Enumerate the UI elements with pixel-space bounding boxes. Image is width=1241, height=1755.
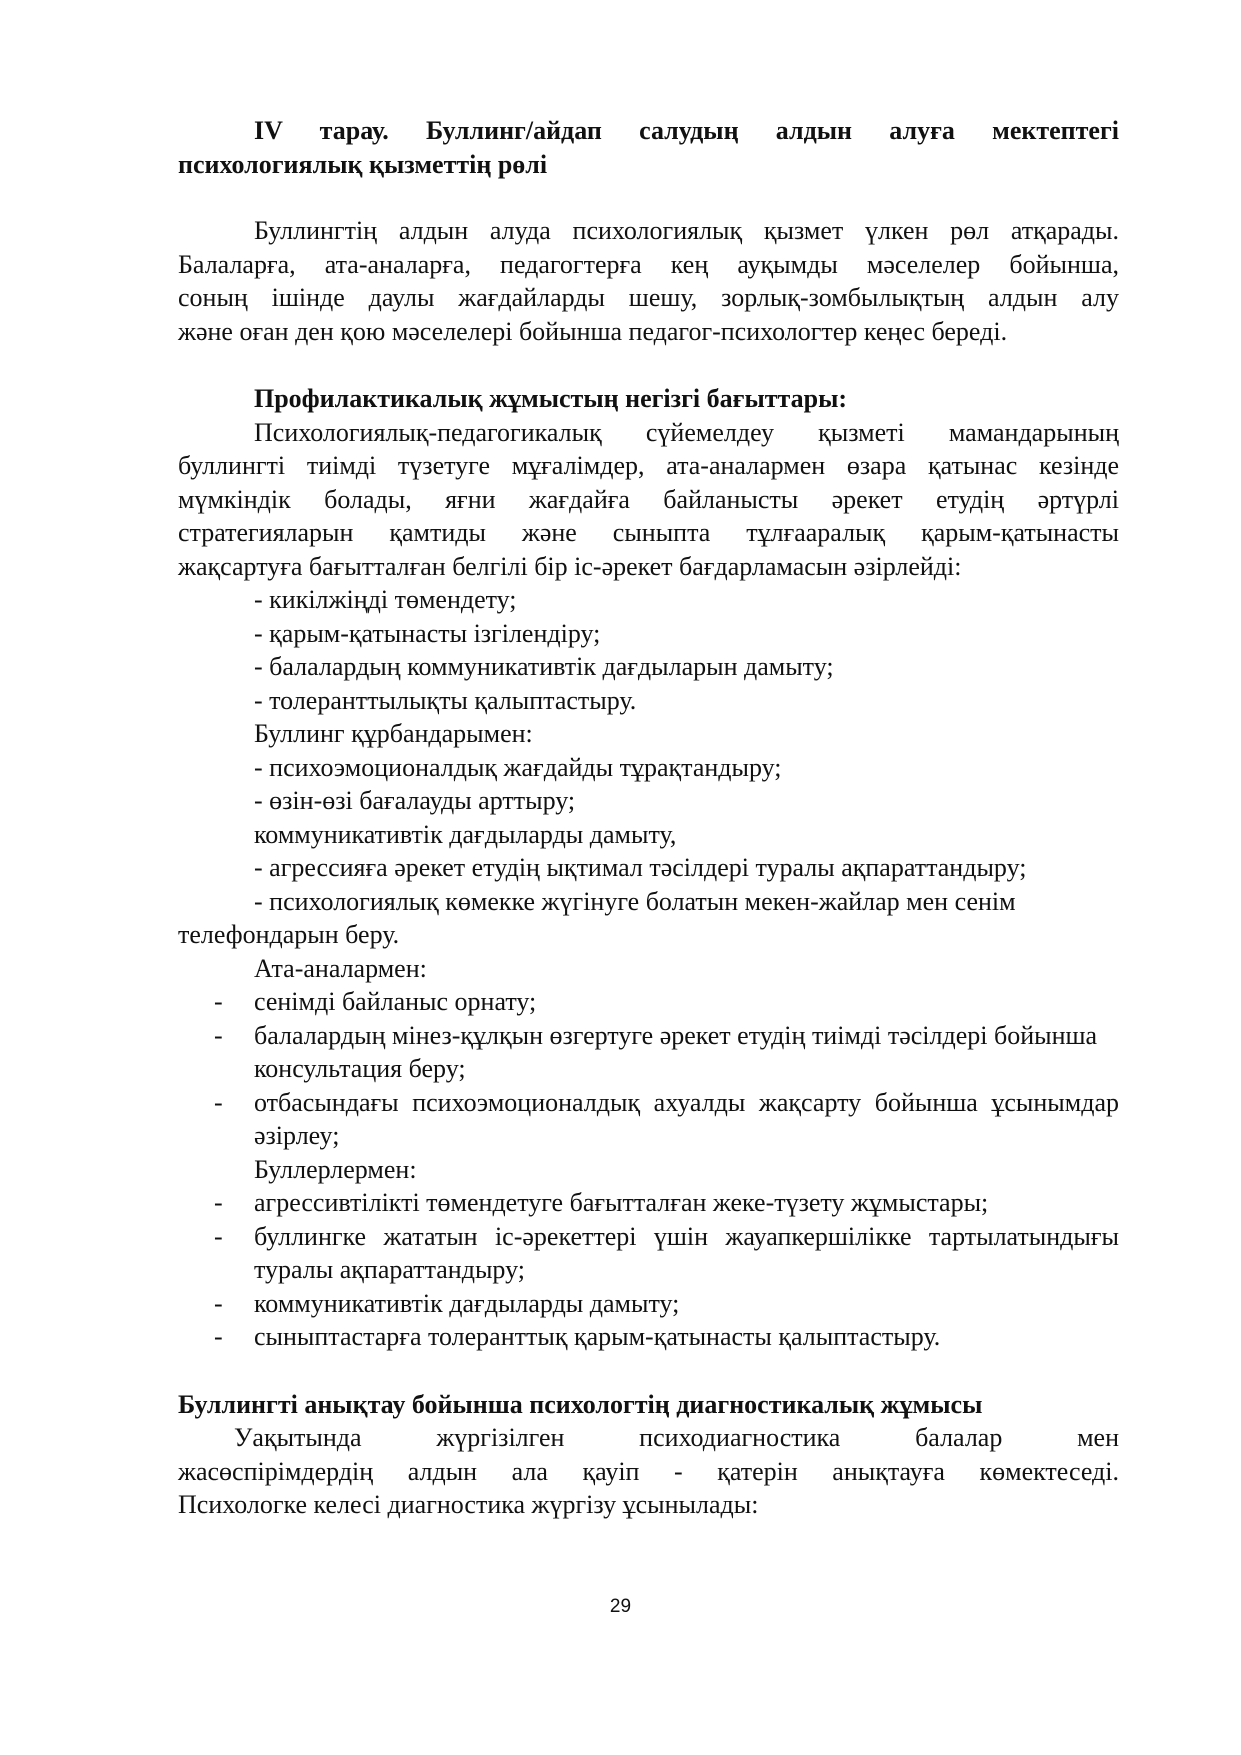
- list-item: - сенімді байланыс орнату;: [178, 985, 1119, 1019]
- chapter-title-line2: психологиялық қызметтің рөлі: [178, 149, 548, 179]
- dash-marker: -: [214, 1188, 223, 1217]
- list-item: - толеранттылықты қалыптастыру.: [254, 685, 637, 715]
- dash-marker: -: [214, 1221, 223, 1251]
- chapter-title-line1: IV тарау. Буллинг/айдап салудың алдын алуға мектептегі: [254, 116, 1119, 145]
- list-item: - балалардың коммуникативтік дағдыларын дамыту;: [254, 652, 834, 681]
- intro-line: соның ішінде даулы жағдайларды шешу, зорлық-зомбылықтың алдын алу: [178, 283, 1119, 312]
- prevention-line: Психологиялық-педагогикалық сүйемелдеу қызметі мамандарының: [254, 417, 1119, 447]
- parents-list: [178, 985, 1119, 1153]
- prevention-line: жақсартуға бағытталған белгілі бір іс-әрекет бағдарламасын әзірлейді:: [178, 551, 962, 581]
- list-item: - психологиялық көмекке жүгінуге болатын мекен-жайлар мен сенім: [254, 886, 1016, 916]
- document-page: [178, 114, 1119, 1522]
- prevention-line: мүмкіндік болады, яғни жағдайға байланысты әрекет етудің әртүрлі: [178, 484, 1119, 514]
- bullies-label: Буллерлермен:: [254, 1154, 417, 1184]
- intro-line: Балаларға, ата-аналарға, педагогтерға кең ауқымды мәселелер бойынша,: [178, 249, 1119, 279]
- intro-line: Буллингтің алдын алуда психологиялық қызмет үлкен рөл атқарады.: [254, 216, 1119, 245]
- list-item-continuation: телефондарын беру.: [178, 920, 400, 949]
- prevention-heading: Профилактикалық жұмыстың негізгі бағыттары:: [254, 384, 848, 413]
- dash-marker: -: [214, 1322, 223, 1351]
- dash-marker: -: [214, 1288, 223, 1318]
- list-item: - психоэмоционалдық жағдайды тұрақтандыру;: [254, 752, 782, 782]
- list-item: - қарым-қатынасты ізгілендіру;: [254, 618, 601, 648]
- victims-label: Буллинг құрбандарымен:: [254, 719, 533, 748]
- prevention-line: стратегияларын қамтиды және сыныпта тұлғааралық қарым-қатынасты: [178, 518, 1119, 547]
- diagnostics-line: Психологке келесі диагностика жүргізу ұсынылады:: [178, 1490, 759, 1519]
- list-item: - буллингке жататын іс-әрекеттері үшін жауапкершілікке тартылатындығы туралы ақпараттандыру;: [214, 1221, 1119, 1284]
- diagnostics-line: жасөспірімдердің алдын ала қауіп - қатерін анықтауға көмектеседі.: [178, 1456, 1119, 1486]
- diagnostics-heading: Буллингті анықтау бойынша психологтің диагностикалық жұмысы: [178, 1389, 983, 1419]
- list-item: - отбасындағы психоэмоционалдық ахуалды жақсарту бойынша ұсынымдар әзірлеу;: [214, 1087, 1119, 1150]
- list-item: - агрессияға әрекет етудің ықтимал тәсілдері туралы ақпараттандыру;: [254, 853, 1027, 882]
- prevention-line: буллингті тиімді түзетуге мұғалімдер, ата-аналармен өзара қатынас кезінде: [178, 451, 1119, 480]
- list-item: - агрессивтілікті төмендетуге бағытталған жеке-түзету жұмыстары;: [178, 1186, 1119, 1220]
- parents-label: Ата-аналармен:: [254, 953, 427, 983]
- list-item: - сыныптастарға толеранттық қарым-қатынасты қалыптастыру.: [178, 1320, 1119, 1354]
- diagnostics-line: Уақытында жүргізілген психодиагностика балалар мен: [234, 1423, 1119, 1452]
- dash-marker: -: [214, 987, 223, 1016]
- intro-line: және оған ден қою мәселелері бойынша педагог-психологтер кеңес береді.: [178, 316, 1008, 346]
- list-item: - балалардың мінез-құлқын өзгертуге әрекет етудің тиімді тәсілдері бойынша консультация беру;: [214, 1020, 1098, 1083]
- bullies-list: [178, 1186, 1119, 1354]
- list-item: - кикілжіңді төмендету;: [254, 585, 517, 614]
- dash-marker: -: [214, 1087, 223, 1117]
- list-item: - коммуникативтік дағдыларды дамыту;: [178, 1287, 1119, 1321]
- list-item: - өзін-өзі бағалауды арттыру;: [254, 786, 576, 815]
- page-number: 29: [609, 1596, 632, 1617]
- dash-marker: -: [214, 1020, 223, 1050]
- list-item: коммуникативтік дағдыларды дамыту,: [254, 819, 677, 849]
